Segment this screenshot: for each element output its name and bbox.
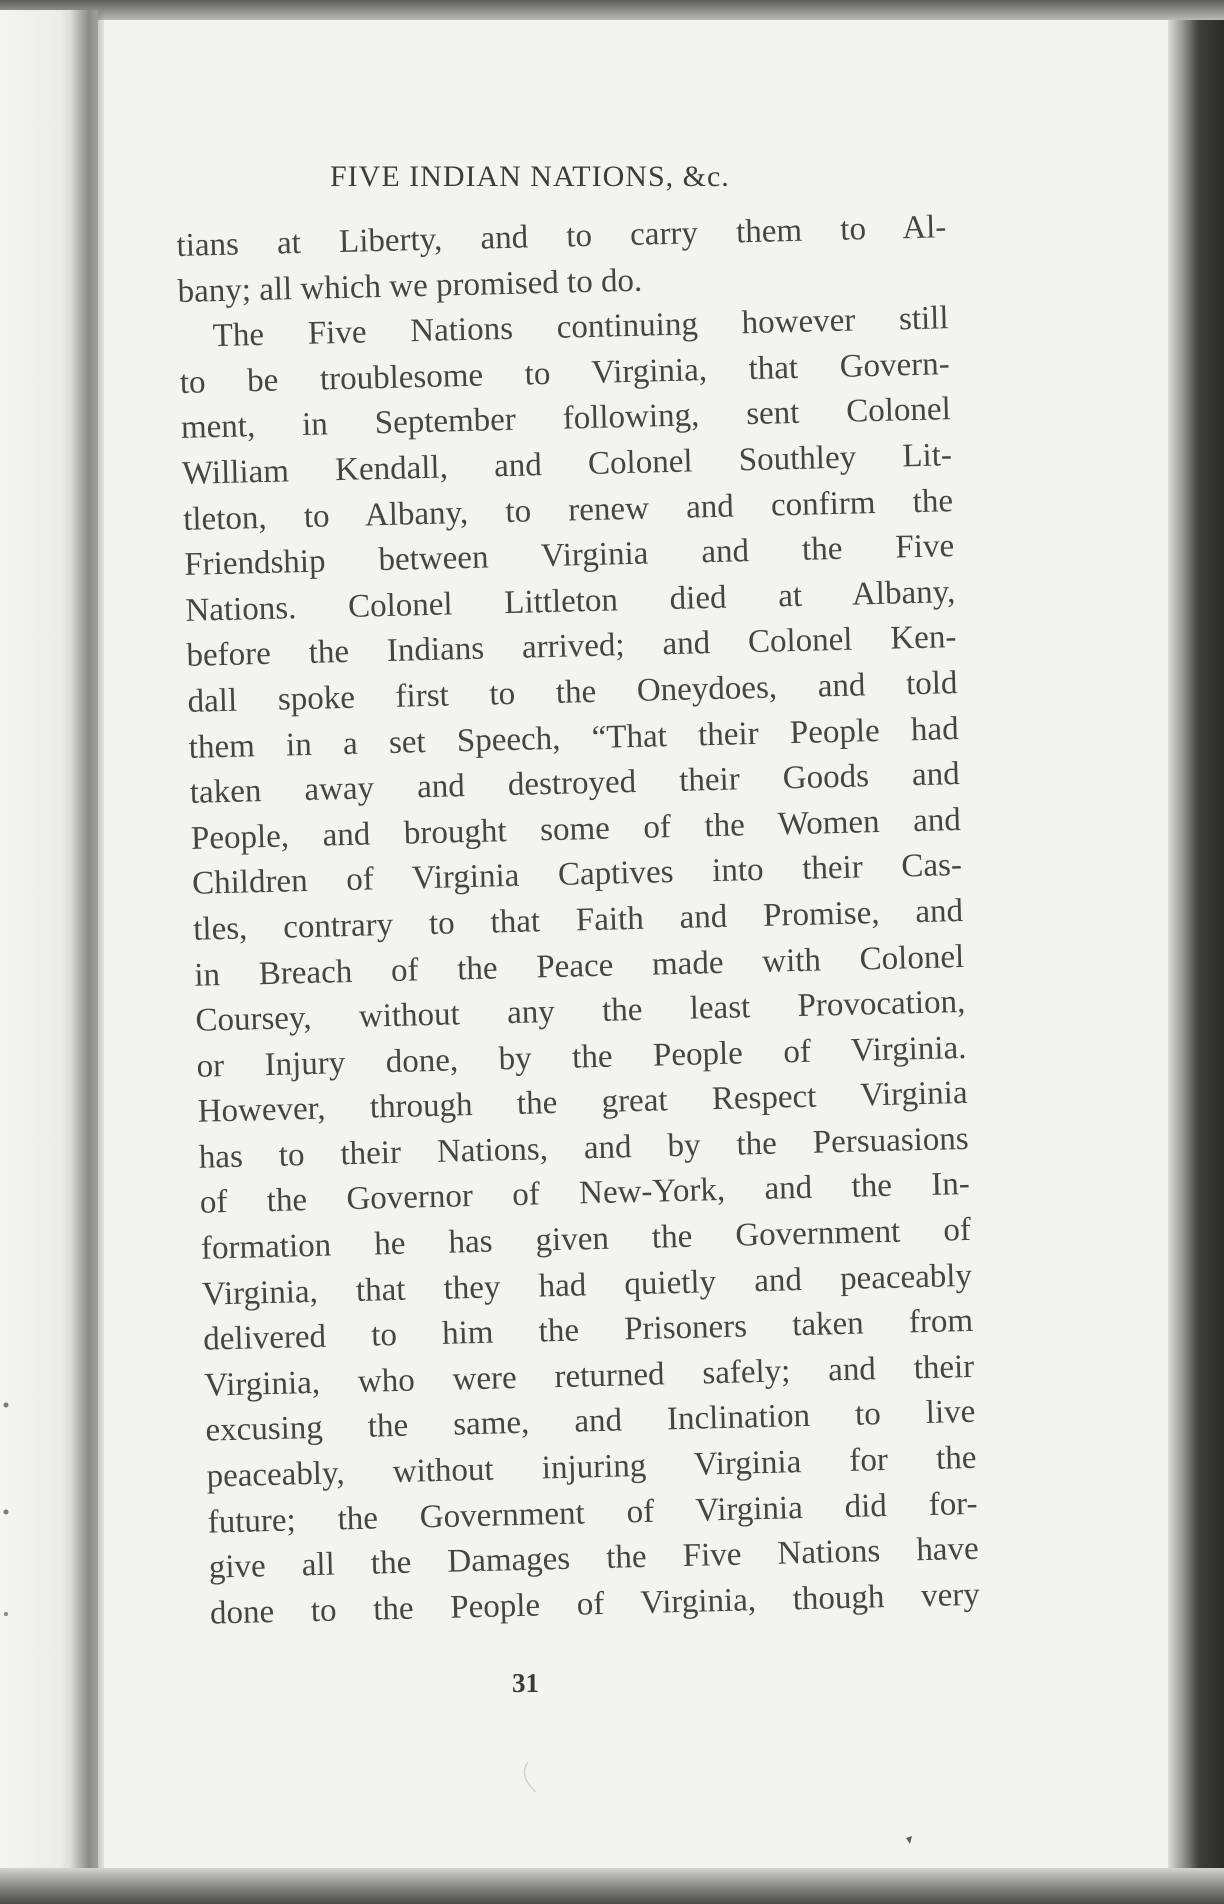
page-number: 31 bbox=[512, 1668, 539, 1698]
text-line: done to the People of Virginia, though very bbox=[209, 1576, 981, 1632]
text-line: People, and brought some of the Women and bbox=[190, 801, 962, 857]
running-head: FIVE INDIAN NATIONS, &c. bbox=[330, 160, 730, 193]
text-line: give all the Damages the Five Nations have bbox=[208, 1531, 980, 1586]
text-line: Children of Virginia Captives into their Cas- bbox=[191, 847, 963, 903]
text-line: William Kendall, and Colonel Southley Lit- bbox=[181, 437, 953, 492]
text-line: excusing the same, and Inclination to live bbox=[205, 1394, 976, 1450]
text-line: to be troublesome to Virginia, that Govern- bbox=[179, 345, 951, 401]
text-line: future; the Government of Virginia did for- bbox=[207, 1485, 978, 1541]
text-line: Coursey, without any the least Provocation, bbox=[195, 984, 966, 1039]
binding-gutter bbox=[70, 10, 104, 1904]
text-line: peaceably, without injuring Virginia for the bbox=[206, 1439, 977, 1495]
text-line: bany; all which we promised to do. bbox=[177, 262, 643, 310]
text-line: tians at Liberty, and to carry them to Al- bbox=[176, 209, 947, 264]
text-line: of the Governor of New-York, and the In- bbox=[199, 1166, 971, 1222]
text-line: before the Indians arrived; and Colonel Ken- bbox=[186, 619, 957, 675]
text-line: The Five Nations continuing however still bbox=[212, 300, 949, 355]
text-line: them in a set Speech, “That their People had bbox=[188, 710, 960, 766]
text-line: taken away and destroyed their Goods and bbox=[189, 756, 961, 811]
text-line: Friendship between Virginia and the Five bbox=[183, 528, 955, 584]
text-line: delivered to him the Prisoners taken from bbox=[202, 1303, 974, 1358]
text-line: However, through the great Respect Virginia bbox=[197, 1075, 968, 1131]
text-line: tleton, to Albany, to renew and confirm the bbox=[182, 482, 954, 538]
text-line: formation he has given the Government of bbox=[200, 1211, 972, 1267]
text-line: ment, in September following, sent Colonel bbox=[180, 391, 952, 447]
text-line: tles, contrary to that Faith and Promise, and bbox=[192, 892, 964, 948]
text-line: Virginia, that they had quietly and peaceably bbox=[201, 1257, 973, 1313]
text-line: or Injury done, by the People of Virginia. bbox=[196, 1029, 967, 1085]
body-text bbox=[176, 205, 980, 1637]
text-line: Virginia, who were returned safely; and their bbox=[203, 1348, 975, 1404]
text-line: has to their Nations, and by the Persuasions bbox=[198, 1120, 970, 1176]
right-book-edge bbox=[1168, 20, 1224, 1904]
bottom-book-edge bbox=[0, 1868, 1224, 1904]
text-line: Nations. Colonel Littleton died at Albany, bbox=[185, 573, 956, 629]
text-line: dall spoke first to the Oneydoes, and told bbox=[187, 664, 958, 720]
text-line: in Breach of the Peace made with Colonel bbox=[193, 938, 965, 994]
